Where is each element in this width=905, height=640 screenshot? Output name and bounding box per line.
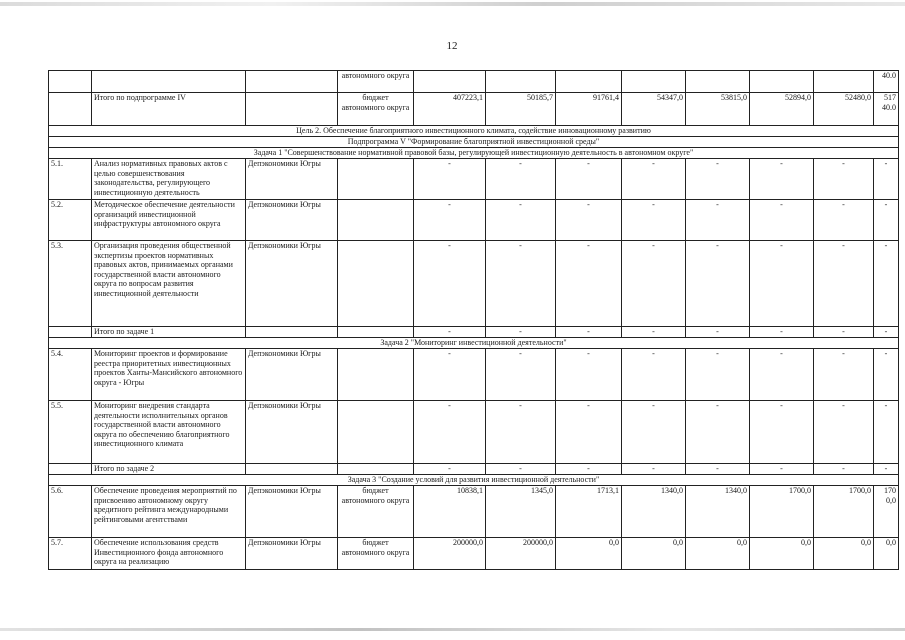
value-cell: 0,0 [556,538,622,570]
value-cell: - [414,241,486,327]
row-name: Итого по задаче 2 [92,464,246,475]
value-cell: - [686,401,750,464]
row-executor: Депэкономики Югры [246,241,338,327]
value-cell: - [486,401,556,464]
value-cell: - [874,464,899,475]
row-number: 5.5. [49,401,92,464]
value-cell: - [686,200,750,241]
funding-source: бюджет автономного округа [338,538,414,570]
program-table [48,70,899,570]
value-cell: 50185,7 [486,93,556,126]
value-cell: 40.0 [874,71,899,93]
scan-edge-bottom [0,628,905,631]
table-row-total-subprogram-4 [49,93,899,126]
value-cell: 170 0,0 [874,486,899,538]
value-cell: 1700,0 [750,486,814,538]
value-cell: - [622,327,686,338]
task-heading: Задача 2 "Мониторинг инвестиционной деятельности" [49,338,899,349]
value-cell: 0,0 [686,538,750,570]
task-heading: Задача 1 "Совершенствование нормативной правовой базы, регулирующей инвестиционную деятельность в автономном округе" [49,148,899,159]
task-heading: Задача 3 "Создание условий для развития инвестиционной деятельности" [49,475,899,486]
funding-source: бюджет автономного округа [338,93,414,126]
value-cell: - [486,241,556,327]
value-cell: 53815,0 [686,93,750,126]
row-executor: Депэкономики Югры [246,401,338,464]
value-cell: - [414,349,486,401]
table-row-5-2 [49,200,899,241]
table-row-5-5 [49,401,899,464]
table-row-task [49,148,899,159]
value-cell: - [486,349,556,401]
goal-heading: Цель 2. Обеспечение благоприятного инвестиционного климата, содействие инновационному развитию [49,126,899,137]
row-name: Анализ нормативных правовых актов с целью совершенствования законодательства, регулирующего инвестиционную деятельность [92,159,246,200]
table-row-5-1 [49,159,899,200]
value-cell: 200000,0 [486,538,556,570]
value-cell: 407223,1 [414,93,486,126]
row-executor: Депэкономики Югры [246,159,338,200]
page-number: 12 [446,40,458,52]
value-cell: - [874,159,899,200]
value-cell: - [556,327,622,338]
value-cell: 200000,0 [414,538,486,570]
value-cell: - [414,464,486,475]
value-cell: 0,0 [750,538,814,570]
row-number: 5.6. [49,486,92,538]
value-cell: - [814,401,874,464]
value-cell: - [814,349,874,401]
row-name: Итого по подпрограмме IV [92,93,246,126]
funding-source: бюджет автономного округа [338,486,414,538]
value-cell: 54347,0 [622,93,686,126]
value-cell: - [486,159,556,200]
value-cell: - [874,241,899,327]
funding-source: автономного округа [338,71,414,93]
value-cell: - [750,200,814,241]
value-cell: - [556,200,622,241]
table-row-subprogram [49,137,899,148]
value-cell: 1345,0 [486,486,556,538]
value-cell: - [874,401,899,464]
row-name: Методическое обеспечение деятельности организаций инвестиционной инфраструктуры автономного округа [92,200,246,241]
value-cell: - [686,327,750,338]
value-cell: - [556,401,622,464]
value-cell: - [556,241,622,327]
value-cell: - [622,159,686,200]
subprogram-heading: Подпрограмма V "Формирование благоприятной инвестиционной среды" [49,137,899,148]
value-cell: - [874,349,899,401]
row-number: 5.3. [49,241,92,327]
value-cell: - [814,241,874,327]
value-cell: - [414,200,486,241]
value-cell: - [622,241,686,327]
table-row-task [49,338,899,349]
row-name: Обеспечение использования средств Инвестиционного фонда автономного округа на реализацию [92,538,246,570]
value-cell: - [874,327,899,338]
table-row-task [49,475,899,486]
value-cell: - [814,159,874,200]
table-row-goal [49,126,899,137]
row-name: Обеспечение проведения мероприятий по присвоению автономному округу кредитного рейтинга международными рейтинговыми агентствами [92,486,246,538]
table-row-5-6 [49,486,899,538]
row-executor: Депэкономики Югры [246,200,338,241]
table-row-continuation [49,71,899,93]
value-cell: 52894,0 [750,93,814,126]
value-cell: - [556,159,622,200]
value-cell: - [486,464,556,475]
value-cell: - [686,464,750,475]
value-cell: - [750,241,814,327]
value-cell: 517 40.0 [874,93,899,126]
value-cell: - [750,327,814,338]
value-cell: 52480,0 [814,93,874,126]
table-row-5-4 [49,349,899,401]
value-cell: 10838,1 [414,486,486,538]
value-cell: - [814,327,874,338]
value-cell: - [414,159,486,200]
value-cell: - [750,401,814,464]
value-cell: - [750,464,814,475]
row-number: 5.2. [49,200,92,241]
table-row-total-task-2 [49,464,899,475]
row-number: 5.7. [49,538,92,570]
value-cell: - [486,200,556,241]
value-cell: - [814,464,874,475]
value-cell: 1340,0 [686,486,750,538]
value-cell: - [750,349,814,401]
row-executor: Депэкономики Югры [246,538,338,570]
value-cell: 0,0 [622,538,686,570]
value-cell: - [874,200,899,241]
row-number: 5.4. [49,349,92,401]
value-cell: - [686,159,750,200]
value-cell: - [556,349,622,401]
value-cell: 1700,0 [814,486,874,538]
value-cell: 0,0 [874,538,899,570]
row-name: Итого по задаче 1 [92,327,246,338]
value-cell: 1713,1 [556,486,622,538]
value-cell: - [622,464,686,475]
table-row-5-7 [49,538,899,570]
value-cell: - [622,401,686,464]
value-cell: - [414,401,486,464]
value-cell: 0,0 [814,538,874,570]
value-cell: - [622,200,686,241]
row-name: Мониторинг внедрения стандарта деятельности исполнительных органов государственной власти автономного округа по обеспечению благоприятного инвестиционного климата [92,401,246,464]
value-cell: - [622,349,686,401]
row-name: Мониторинг проектов и формирование реестра приоритетных инвестиционных проектов Ханты-Мансийского автономного округа - Югры [92,349,246,401]
row-name: Организация проведения общественной экспертизы проектов нормативных правовых актов, принимаемых органами государственной власти автономного округа по вопросам развития инвестиционной деятельности [92,241,246,327]
value-cell: - [414,327,486,338]
table-row-total-task-1 [49,327,899,338]
value-cell: - [486,327,556,338]
value-cell: - [556,464,622,475]
value-cell: - [686,349,750,401]
row-executor: Депэкономики Югры [246,349,338,401]
value-cell: - [750,159,814,200]
row-executor: Депэкономики Югры [246,486,338,538]
row-number: 5.1. [49,159,92,200]
scan-edge-top [0,2,905,6]
value-cell: - [814,200,874,241]
value-cell: 91761,4 [556,93,622,126]
value-cell: - [686,241,750,327]
table-row-5-3 [49,241,899,327]
value-cell: 1340,0 [622,486,686,538]
